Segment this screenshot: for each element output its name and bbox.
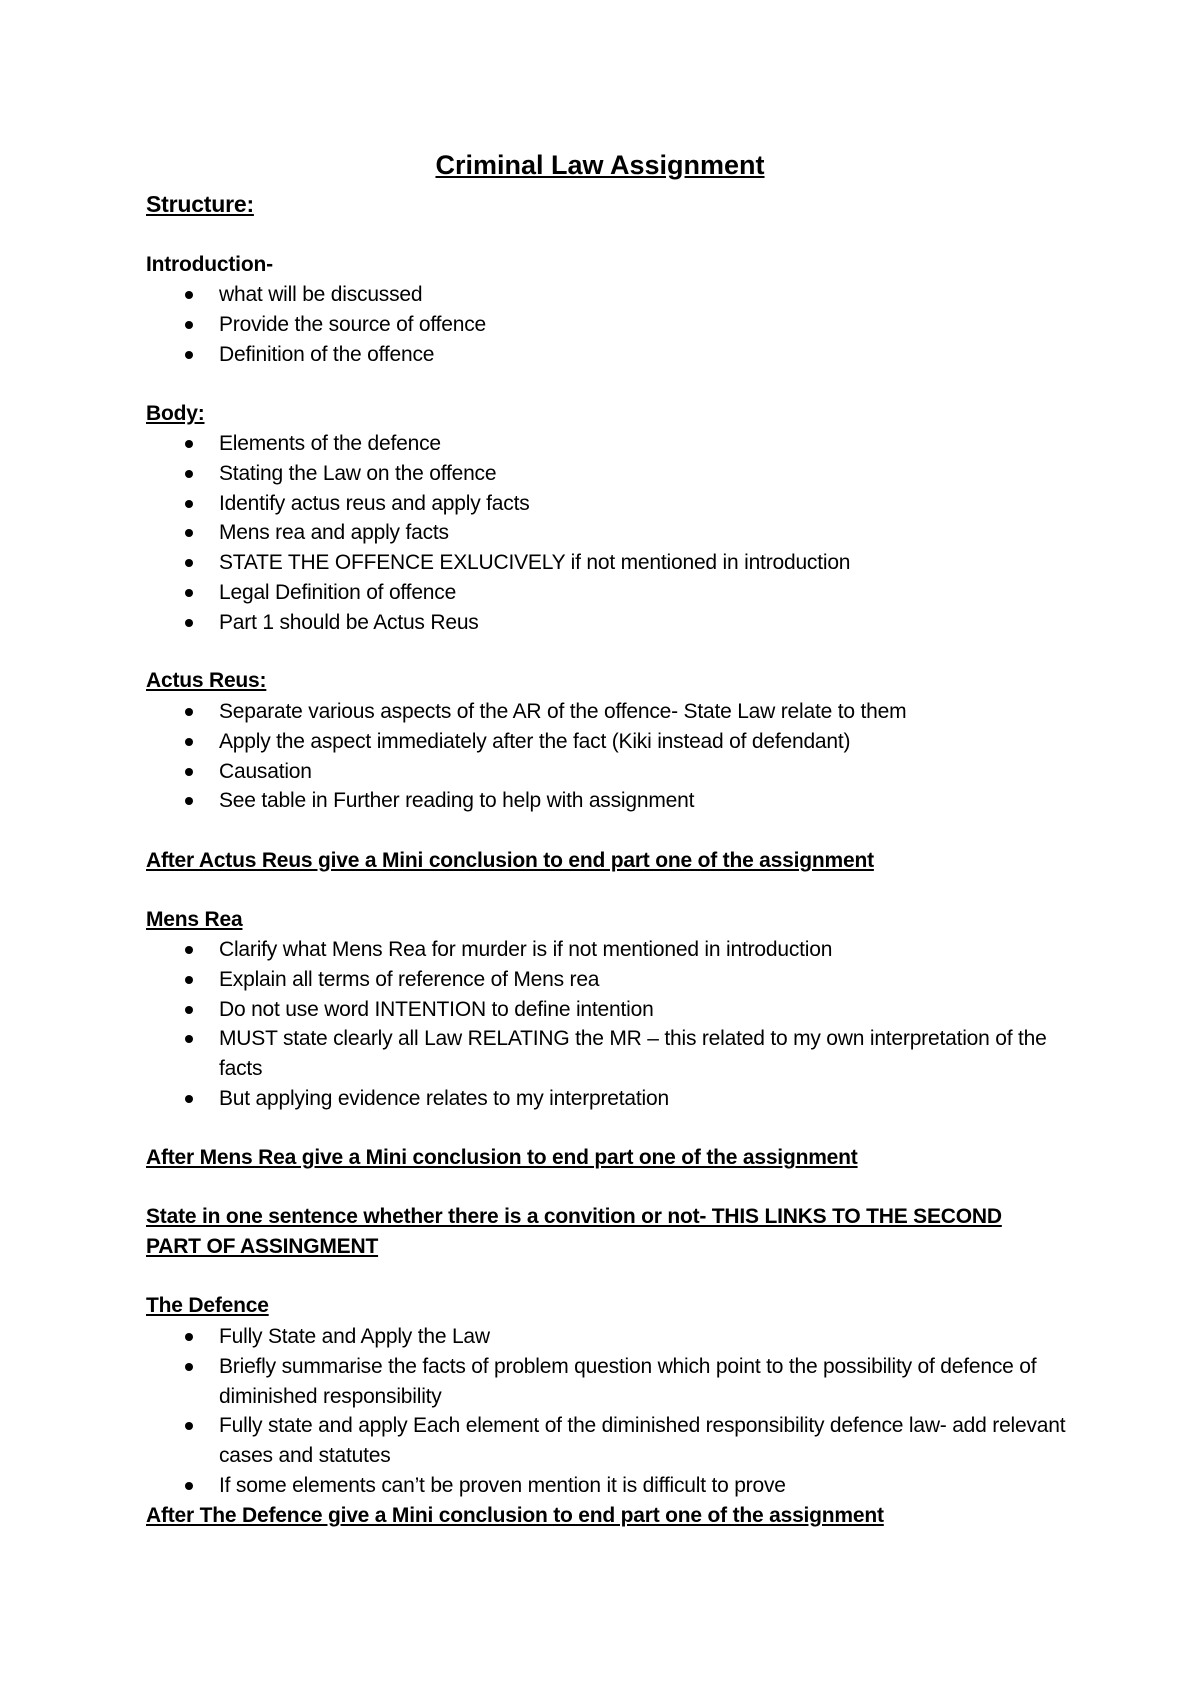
list-item: But applying evidence relates to my interpretation <box>146 1084 1066 1114</box>
conviction-line-1: State in one sentence whether there is a convition or not- THIS LINKS TO THE SECOND <box>146 1205 1002 1228</box>
mens-rea-list <box>146 935 1066 1114</box>
document-title: Criminal Law Assignment <box>435 150 765 180</box>
body-list <box>146 429 1066 638</box>
actus-reus-heading: Actus Reus: <box>146 669 267 692</box>
list-item: Provide the source of offence <box>146 310 1066 340</box>
defence-conclusion: After The Defence give a Mini conclusion to end part one of the assignment <box>146 1504 884 1527</box>
actus-reus-conclusion: After Actus Reus give a Mini conclusion to end part one of the assignment <box>146 849 874 872</box>
list-item: Part 1 should be Actus Reus <box>146 608 1066 638</box>
list-item: Mens rea and apply facts <box>146 518 1066 548</box>
body-heading: Body: <box>146 402 205 425</box>
list-item: MUST state clearly all Law RELATING the MR – this related to my own interpretation of the facts <box>146 1024 1066 1084</box>
list-item: Definition of the offence <box>146 340 1066 370</box>
list-item: Separate various aspects of the AR of the offence- State Law relate to them <box>146 697 1066 727</box>
list-item: See table in Further reading to help with assignment <box>146 786 1066 816</box>
list-item: Explain all terms of reference of Mens rea <box>146 965 1066 995</box>
introduction-heading: Introduction- <box>146 253 273 276</box>
list-item: what will be discussed <box>146 280 1066 310</box>
introduction-list <box>146 280 1066 369</box>
list-item: STATE THE OFFENCE EXLUCIVELY if not mentioned in introduction <box>146 548 1066 578</box>
structure-heading: Structure: <box>146 191 254 217</box>
list-item: Stating the Law on the offence <box>146 459 1066 489</box>
list-item: Elements of the defence <box>146 429 1066 459</box>
defence-list <box>146 1322 1066 1501</box>
mens-rea-conclusion: After Mens Rea give a Mini conclusion to end part one of the assignment <box>146 1146 858 1169</box>
defence-heading: The Defence <box>146 1294 269 1317</box>
conviction-line-2: PART OF ASSINGMENT <box>146 1235 379 1258</box>
list-item: Briefly summarise the facts of problem question which point to the possibility of defence of diminished responsibility <box>146 1352 1066 1412</box>
list-item: Identify actus reus and apply facts <box>146 489 1066 519</box>
list-item: Fully state and apply Each element of the diminished responsibility defence law- add relevant cases and statutes <box>146 1411 1066 1471</box>
list-item: Do not use word INTENTION to define intention <box>146 995 1066 1025</box>
list-item: If some elements can’t be proven mention it is difficult to prove <box>146 1471 1066 1501</box>
list-item: Fully State and Apply the Law <box>146 1322 1066 1352</box>
list-item: Legal Definition of offence <box>146 578 1066 608</box>
mens-rea-heading: Mens Rea <box>146 908 243 931</box>
list-item: Apply the aspect immediately after the fact (Kiki instead of defendant) <box>146 727 1066 757</box>
list-item: Causation <box>146 757 1066 787</box>
actus-reus-list <box>146 697 1066 816</box>
list-item: Clarify what Mens Rea for murder is if not mentioned in introduction <box>146 935 1066 965</box>
